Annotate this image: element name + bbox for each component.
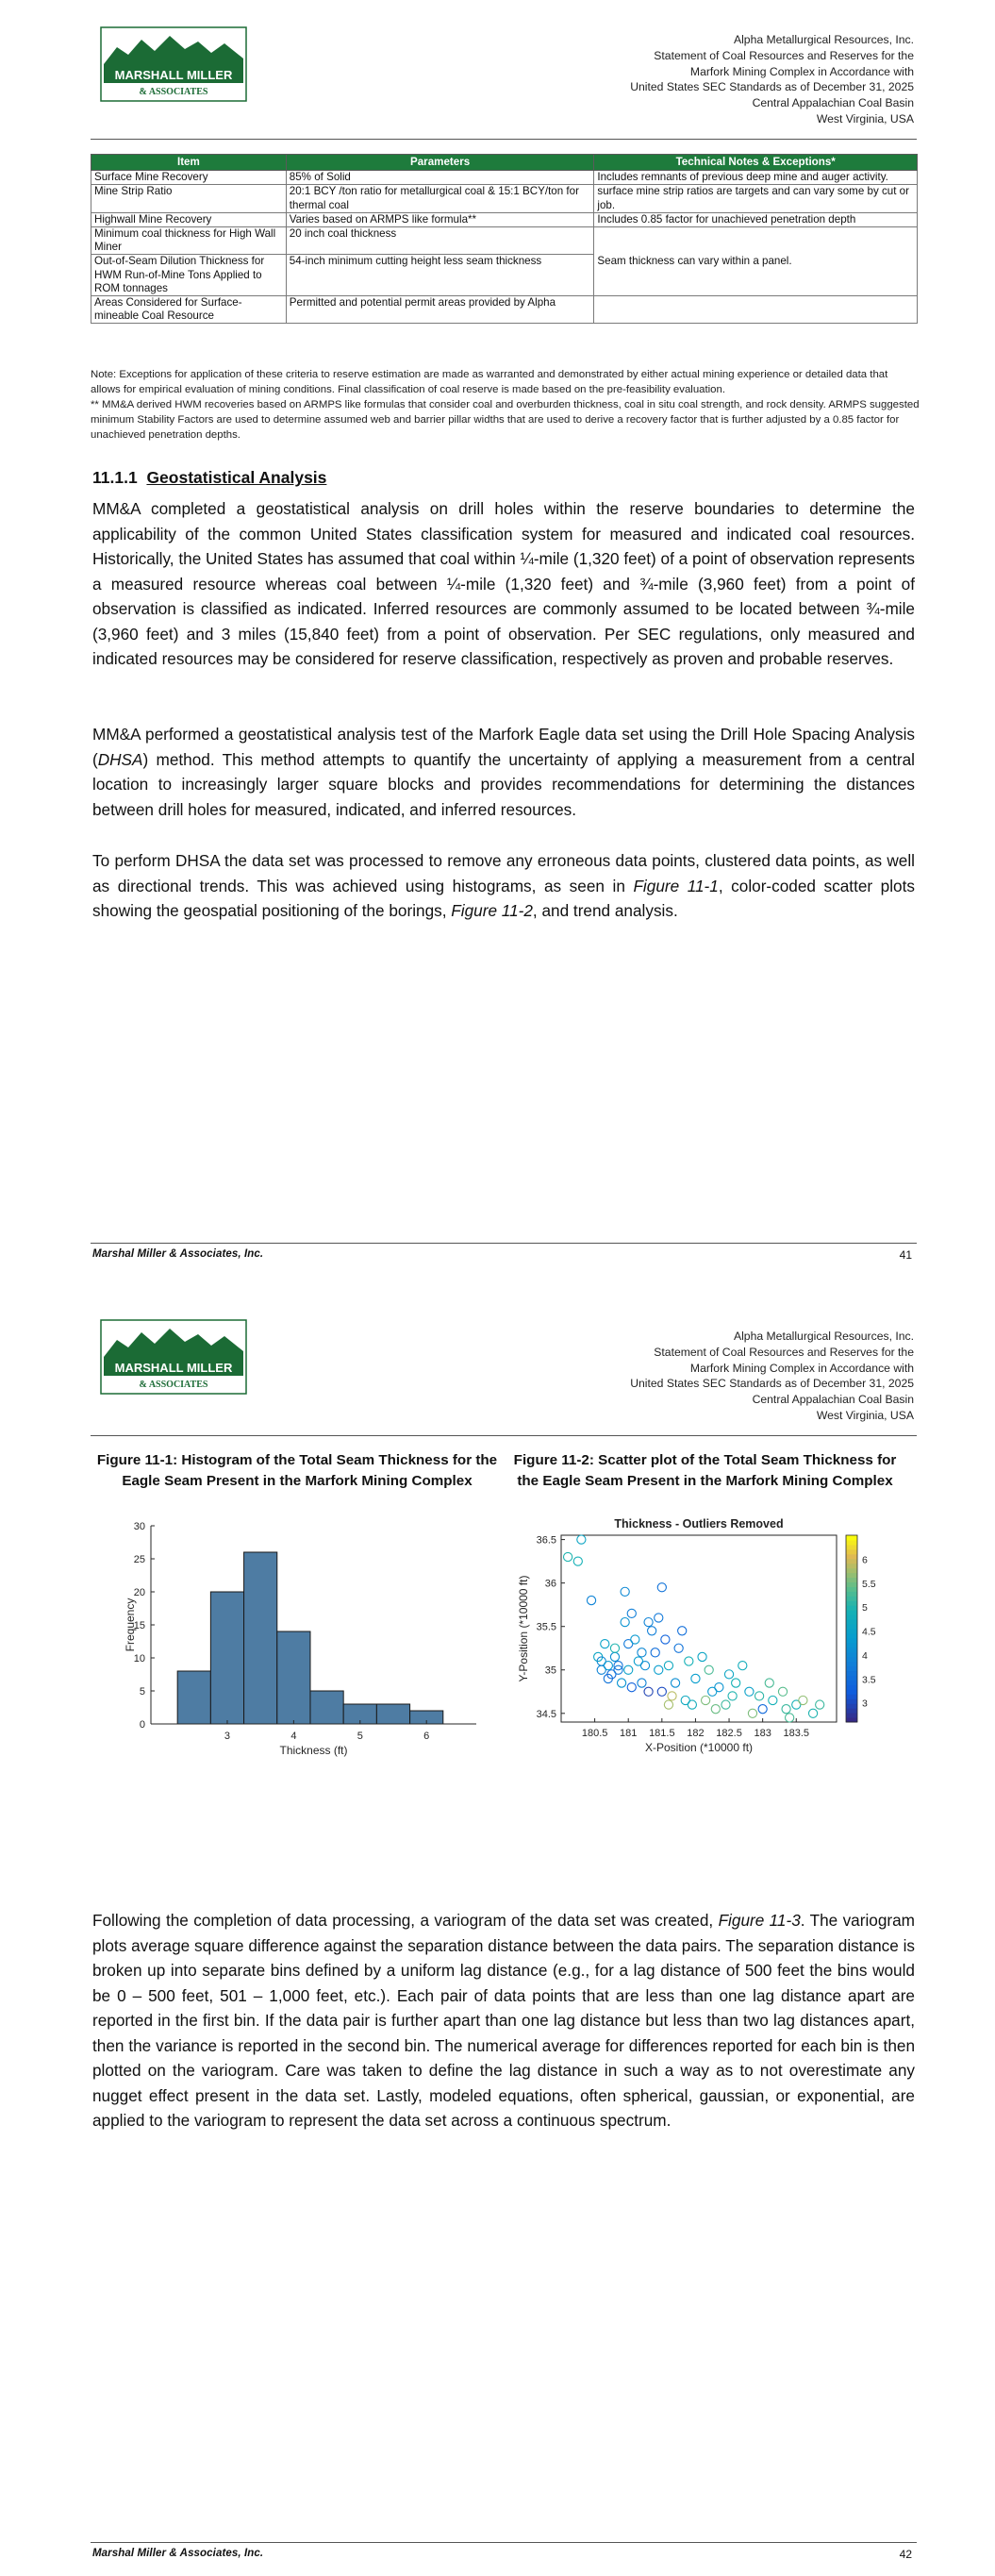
header-line3: Marfork Mining Complex in Accordance with: [689, 64, 914, 78]
y-tick-label: 35.5: [536, 1621, 556, 1633]
page-header: [630, 1329, 914, 1424]
cell-item: Surface Mine Recovery: [91, 171, 287, 185]
y-tick-label: 10: [133, 1653, 145, 1664]
p3-fig-ref-2: Figure 11-2: [451, 901, 533, 920]
footer-company: Marshal Miller & Associates, Inc.: [92, 2548, 264, 2559]
x-tick-label: 181: [620, 1728, 638, 1739]
colorbar-segment: [846, 1689, 857, 1694]
section-title: Geostatistical Analysis: [146, 468, 327, 487]
colorbar-tick-label: 6: [862, 1554, 868, 1566]
header-divider: [91, 139, 917, 140]
x-tick-label: 6: [423, 1731, 430, 1742]
colorbar-segment: [846, 1633, 857, 1638]
p3-text-e: , and trend analysis.: [532, 901, 678, 920]
page-number: 42: [899, 2548, 912, 2561]
x-tick-label: 5: [357, 1731, 363, 1742]
header-company: Alpha Metallurgical Resources, Inc.: [733, 33, 914, 46]
paragraph-3: [92, 848, 915, 924]
colorbar-segment: [846, 1652, 857, 1657]
header-line4: United States SEC Standards as of December 31, 2025: [630, 80, 914, 94]
colorbar-segment: [846, 1549, 857, 1554]
table-note: [91, 367, 920, 443]
cell-item: Out-of-Seam Dilution Thickness for HWM Run-of-Mine Tons Applied to ROM tonnages: [91, 255, 287, 296]
mma-logo: [100, 1319, 247, 1395]
header-line2: Statement of Coal Resources and Reserves for the: [654, 48, 914, 62]
colorbar-segment: [846, 1591, 857, 1596]
cell-param: 85% of Solid: [286, 171, 594, 185]
colorbar-segment: [846, 1596, 857, 1600]
colorbar-segment: [846, 1666, 857, 1671]
y-tick-label: 36: [544, 1578, 556, 1590]
note-line1: Note: Exceptions for application of these criteria to reserve estimation are made as warranted and demonstrated by either actual mining experience or detailed data that allows for empirical evaluation of mining conditions. Final classification of coal reserve is made based on the pre-feasibility evaluation.: [91, 369, 888, 395]
colorbar-segment: [846, 1540, 857, 1545]
colorbar-segment: [846, 1708, 857, 1713]
colorbar-segment: [846, 1680, 857, 1684]
colorbar-segment: [846, 1573, 857, 1578]
colorbar-segment: [846, 1676, 857, 1681]
p2-text-c: ) method. This method attempts to quantify the uncertainty of applying a measurement from a central location to increasingly larger square blocks and provides recommendations for determining the distances between drill holes for measured, indicated, and inferred resources.: [92, 749, 915, 819]
y-tick-label: 5: [139, 1686, 145, 1698]
header-line5: Central Appalachian Coal Basin: [752, 1393, 914, 1407]
histogram-bar: [210, 1592, 243, 1724]
colorbar-tick-label: 4: [862, 1649, 868, 1662]
y-tick-label: 0: [139, 1719, 145, 1731]
table-header-row: [91, 155, 918, 171]
colorbar-segment: [846, 1568, 857, 1573]
scatter-title: Thickness - Outliers Removed: [614, 1517, 784, 1531]
header-line2: Statement of Coal Resources and Reserves for the: [654, 1345, 914, 1359]
colorbar-segment: [846, 1684, 857, 1689]
colorbar-segment: [846, 1600, 857, 1605]
paragraph-2: [92, 722, 915, 822]
colorbar-segment: [846, 1624, 857, 1629]
y-tick-label: 20: [133, 1587, 145, 1598]
cell-param: 54-inch minimum cutting height less seam thickness: [286, 255, 594, 296]
col-header-notes: Technical Notes & Exceptions*: [594, 155, 918, 171]
x-tick-label: 183: [754, 1728, 771, 1739]
colorbar-segment: [846, 1662, 857, 1666]
cell-notes: Seam thickness can vary within a panel.: [594, 227, 918, 296]
colorbar-segment: [846, 1564, 857, 1568]
header-line6: West Virginia, USA: [816, 111, 914, 125]
page-header: [630, 32, 914, 127]
footer-divider: [91, 2542, 917, 2543]
logo-brand: MARSHALL MILLER: [114, 68, 233, 82]
colorbar-segment: [846, 1535, 857, 1540]
colorbar-segment: [846, 1582, 857, 1587]
cell-item: Highwall Mine Recovery: [91, 212, 287, 226]
x-tick-label: 181.5: [649, 1728, 675, 1739]
page-number: 41: [899, 1248, 912, 1262]
col-header-parameters: Parameters: [286, 155, 594, 171]
header-line5: Central Appalachian Coal Basin: [752, 96, 914, 110]
footer-divider: [91, 1243, 917, 1244]
x-axis-label: Thickness (ft): [279, 1744, 348, 1757]
cell-notes: surface mine strip ratios are targets and can vary some by cut or job.: [594, 185, 918, 212]
p4-text-c: . The variogram plots average square difference against the separation distance between the data pairs. The separation distance is broken up into separate bins defined by a uniform lag distance (e.g., for a lag distance of 500 feet the bins would be 0 – 500 feet, 501 – 1,000 feet, etc.). Each pair of data points that are less than one lag distance apart are reported in the first bin. If the data pair is further apart than one lag distance but less than two lag distances apart, then the variance is reported in the second bin. The numerical average for differences reported for each bin is then plotted on the variogram. Care was taken to define the lag distance in such a way as to not overestimate any nugget effect present in the data set. Lastly, modeled equations, often spherical, gaussian, or exponential, are applied to the variogram to represent the data set across a continuous spectrum.: [92, 1911, 915, 2130]
y-axis-label: Y-Position (*10000 ft): [517, 1575, 530, 1682]
colorbar-segment: [846, 1648, 857, 1652]
colorbar-tick-label: 3: [862, 1698, 868, 1710]
p4-fig-ref: Figure 11-3: [718, 1911, 801, 1930]
p3-text-c: , color-coded scatter plots showing the geospatial positioning of the borings,: [92, 876, 915, 920]
colorbar-segment: [846, 1703, 857, 1708]
colorbar-segment: [846, 1638, 857, 1643]
paragraph-1: MM&A completed a geostatistical analysis on drill holes within the reserve boundaries to determine the applicability of the common United States classification system for measured and indicated coal resources. Historically, the United States has assumed that coal within ¼-mile (1,320 feet) of a point of observation represents a measured resource whereas coal between ¼-mile (1,320 feet) and ¾-mile (3,960 feet) from a point of observation is classified as indicated. Inferred resources are commonly assumed to be located between ¾-mile (3,960 feet) and 3 miles (15,840 feet) from a point of observation. Per SEC regulations, only measured and indicated resources may be considered for reserve classification, respectively as proven and probable reserves.: [92, 499, 915, 668]
p3-text-a: To perform DHSA the data set was processed to remove any erroneous data points, clustered data points, as well as directional trends. This was achieved using histograms, as seen in: [92, 851, 915, 895]
cell-item: Mine Strip Ratio: [91, 185, 287, 212]
figure-11-2-caption: Figure 11-2: Scatter plot of the Total Seam Thickness for the Eagle Seam Present in the Marfork Mining Complex: [513, 1452, 897, 1489]
y-tick-label: 36.5: [536, 1534, 556, 1547]
x-tick-label: 182.5: [716, 1728, 742, 1739]
col-header-item: Item: [91, 155, 287, 171]
header-company: Alpha Metallurgical Resources, Inc.: [733, 1330, 914, 1343]
colorbar-segment: [846, 1671, 857, 1676]
y-axis-label: Frequency: [124, 1597, 137, 1652]
colorbar-tick-label: 5: [862, 1602, 868, 1614]
colorbar-segment: [846, 1554, 857, 1559]
note-line2: ** MM&A derived HWM recoveries based on ARMPS like formulas that consider coal and overburden thickness, coal in situ coal strength, and rock density. ARMPS suggested minimum Stability Factors are used to determine assumed web and barrier pillar widths that are used to derive a recovery factor that is further adjusted by a 0.85 factor for unachieved penetration depths.: [91, 399, 920, 441]
figure-11-1-caption: Figure 11-1: Histogram of the Total Seam Thickness for the Eagle Seam Present in the Marfork Mining Complex: [96, 1452, 498, 1489]
section-heading: [92, 468, 326, 488]
colorbar-segment: [846, 1545, 857, 1549]
x-tick-label: 4: [290, 1731, 297, 1742]
table-row: [91, 212, 918, 226]
colorbar-segment: [846, 1586, 857, 1591]
cell-item: Areas Considered for Surface-mineable Coal Resource: [91, 296, 287, 324]
x-tick-label: 180.5: [581, 1728, 608, 1739]
x-axis-label: X-Position (*10000 ft): [644, 1741, 754, 1754]
colorbar-segment: [846, 1578, 857, 1582]
y-tick-label: 34.5: [536, 1708, 556, 1720]
header-line6: West Virginia, USA: [816, 1408, 914, 1422]
footer-company: Marshal Miller & Associates, Inc.: [92, 1248, 264, 1260]
mma-logo: [100, 26, 247, 102]
header-line4: United States SEC Standards as of December 31, 2025: [630, 1377, 914, 1391]
colorbar-tick-label: 3.5: [862, 1674, 876, 1686]
paragraph-4: [92, 1908, 915, 2133]
cell-param: 20:1 BCY /ton ratio for metallurgical coal & 15:1 BCY/ton for thermal coal: [286, 185, 594, 212]
cell-notes: [594, 296, 918, 324]
x-tick-label: 182: [687, 1728, 705, 1739]
colorbar-segment: [846, 1698, 857, 1703]
criteria-table: [91, 154, 918, 324]
cell-notes: Includes remnants of previous deep mine and auger activity.: [594, 171, 918, 185]
colorbar-segment: [846, 1657, 857, 1662]
histogram-bar: [177, 1671, 210, 1724]
y-tick-label: 15: [133, 1620, 145, 1631]
header-divider: [91, 1435, 917, 1436]
colorbar-segment: [846, 1694, 857, 1698]
colorbar-tick-label: 5.5: [862, 1578, 876, 1590]
logo-brand: MARSHALL MILLER: [114, 1361, 233, 1375]
colorbar-segment: [846, 1610, 857, 1614]
y-tick-label: 25: [133, 1554, 145, 1565]
colorbar-segment: [846, 1713, 857, 1717]
cell-param: Permitted and potential permit areas provided by Alpha: [286, 296, 594, 324]
cell-param: Varies based on ARMPS like formula**: [286, 212, 594, 226]
table-row: [91, 296, 918, 324]
table-row: [91, 185, 918, 212]
histogram-bar: [376, 1704, 409, 1724]
cell-item: Minimum coal thickness for High Wall Miner: [91, 227, 287, 255]
table-row: [91, 227, 918, 255]
x-tick-label: 183.5: [783, 1728, 810, 1739]
section-number: 11.1.1: [92, 468, 138, 487]
p3-fig-ref-1: Figure 11-1: [633, 876, 719, 895]
colorbar-segment: [846, 1605, 857, 1610]
plot-area: [561, 1535, 837, 1722]
colorbar-segment: [846, 1559, 857, 1564]
y-tick-label: 35: [544, 1664, 556, 1677]
histogram-bar: [244, 1552, 277, 1724]
cell-param: 20 inch coal thickness: [286, 227, 594, 255]
colorbar-segment: [846, 1643, 857, 1648]
table-row: [91, 171, 918, 185]
logo-sub: & ASSOCIATES: [139, 1380, 208, 1390]
colorbar-tick-label: 4.5: [862, 1626, 876, 1638]
x-tick-label: 3: [224, 1731, 231, 1742]
colorbar-segment: [846, 1619, 857, 1624]
p4-text-a: Following the completion of data processing, a variogram of the data set was created,: [92, 1911, 719, 1930]
histogram-bar: [277, 1631, 310, 1724]
p2-dhsa: DHSA: [97, 749, 143, 769]
p2-text-a: MM&A performed a geostatistical analysis test of the Marfork Eagle data set using the Drill Hole Spacing Analysis (: [92, 725, 915, 769]
colorbar-segment: [846, 1614, 857, 1619]
colorbar-segment: [846, 1629, 857, 1633]
y-tick-label: 30: [133, 1521, 145, 1532]
scatter-chart: [514, 1514, 882, 1760]
histogram-chart: [123, 1514, 490, 1760]
header-line3: Marfork Mining Complex in Accordance with: [689, 1361, 914, 1375]
cell-notes: Includes 0.85 factor for unachieved penetration depth: [594, 212, 918, 226]
histogram-bar: [310, 1691, 343, 1724]
logo-sub: & ASSOCIATES: [139, 87, 208, 97]
page-42: [0, 1293, 995, 2576]
